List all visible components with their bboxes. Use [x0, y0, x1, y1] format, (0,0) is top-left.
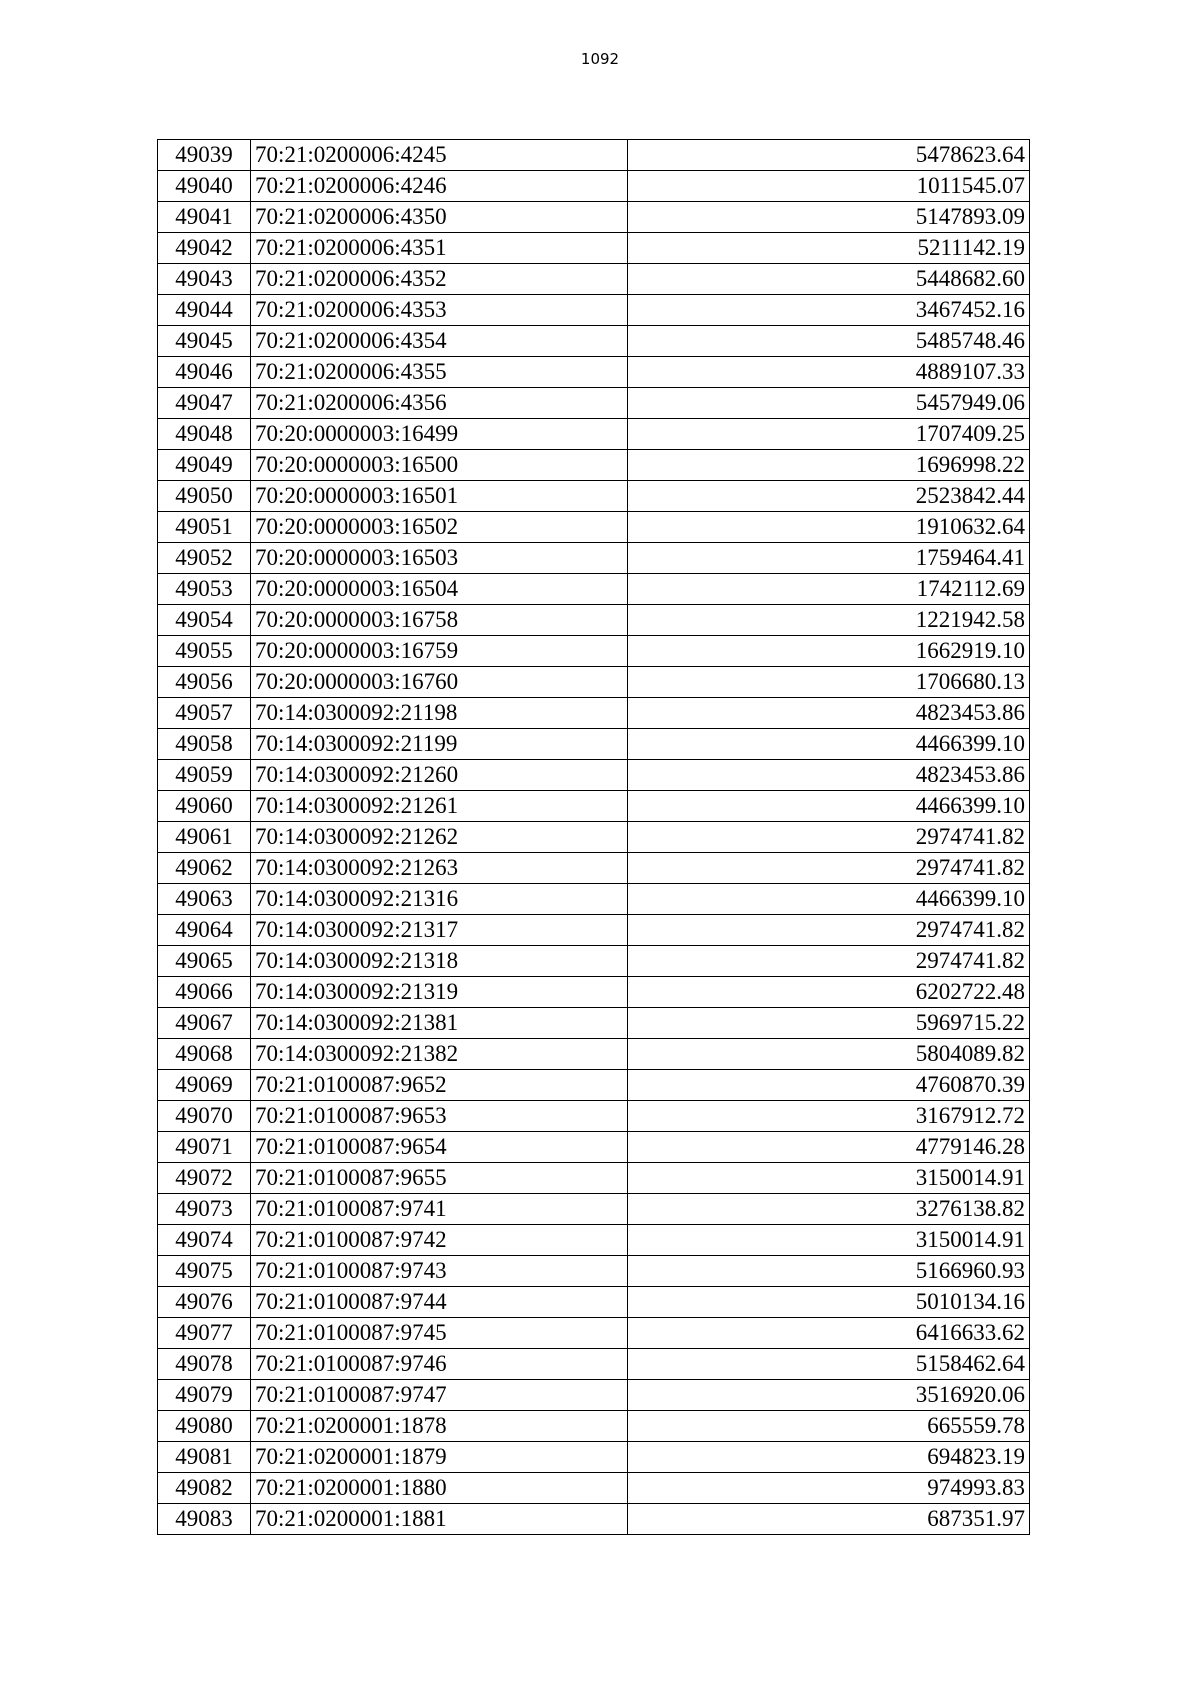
- table-row: [158, 698, 1030, 729]
- row-number-cell: 49046: [158, 357, 251, 388]
- row-number-cell: 49047: [158, 388, 251, 419]
- row-number-cell: 49063: [158, 884, 251, 915]
- cadastral-value-cell: 2974741.82: [628, 822, 1030, 853]
- table-row: [158, 264, 1030, 295]
- row-number-cell: 49081: [158, 1442, 251, 1473]
- row-number-cell: 49058: [158, 729, 251, 760]
- cadastral-value-cell: 3276138.82: [628, 1194, 1030, 1225]
- cadastral-number-cell: 70:21:0200006:4352: [251, 264, 628, 295]
- row-number-cell: 49080: [158, 1411, 251, 1442]
- table-row: [158, 1256, 1030, 1287]
- cadastral-number-cell: 70:21:0200006:4355: [251, 357, 628, 388]
- table-row: [158, 1318, 1030, 1349]
- cadastral-number-cell: 70:21:0100087:9747: [251, 1380, 628, 1411]
- cadastral-value-cell: 1910632.64: [628, 512, 1030, 543]
- cadastral-value-cell: 5166960.93: [628, 1256, 1030, 1287]
- cadastral-number-cell: 70:21:0100087:9745: [251, 1318, 628, 1349]
- cadastral-value-cell: 4466399.10: [628, 884, 1030, 915]
- row-number-cell: 49049: [158, 450, 251, 481]
- cadastral-value-cell: 3150014.91: [628, 1225, 1030, 1256]
- row-number-cell: 49078: [158, 1349, 251, 1380]
- table-row: [158, 357, 1030, 388]
- cadastral-value-cell: 2523842.44: [628, 481, 1030, 512]
- table-row: [158, 419, 1030, 450]
- table-row: [158, 388, 1030, 419]
- cadastral-value-cell: 4823453.86: [628, 760, 1030, 791]
- row-number-cell: 49083: [158, 1504, 251, 1535]
- table-row: [158, 915, 1030, 946]
- table-row: [158, 791, 1030, 822]
- cadastral-value-cell: 4760870.39: [628, 1070, 1030, 1101]
- table-row: [158, 202, 1030, 233]
- cadastral-number-cell: 70:14:0300092:21199: [251, 729, 628, 760]
- table-row: [158, 605, 1030, 636]
- cadastral-number-cell: 70:21:0100087:9655: [251, 1163, 628, 1194]
- table-row: [158, 1287, 1030, 1318]
- cadastral-number-cell: 70:21:0200001:1880: [251, 1473, 628, 1504]
- cadastral-number-cell: 70:21:0100087:9654: [251, 1132, 628, 1163]
- cadastral-value-cell: 4823453.86: [628, 698, 1030, 729]
- cadastral-number-cell: 70:14:0300092:21261: [251, 791, 628, 822]
- cadastral-value-cell: 1221942.58: [628, 605, 1030, 636]
- row-number-cell: 49039: [158, 140, 251, 171]
- cadastral-number-cell: 70:21:0100087:9743: [251, 1256, 628, 1287]
- cadastral-number-cell: 70:20:0000003:16499: [251, 419, 628, 450]
- row-number-cell: 49070: [158, 1101, 251, 1132]
- cadastral-number-cell: 70:21:0100087:9653: [251, 1101, 628, 1132]
- cadastral-value-cell: 3467452.16: [628, 295, 1030, 326]
- table-row: [158, 574, 1030, 605]
- cadastral-value-cell: 1662919.10: [628, 636, 1030, 667]
- row-number-cell: 49059: [158, 760, 251, 791]
- row-number-cell: 49048: [158, 419, 251, 450]
- table-row: [158, 884, 1030, 915]
- row-number-cell: 49074: [158, 1225, 251, 1256]
- cadastral-value-cell: 5448682.60: [628, 264, 1030, 295]
- row-number-cell: 49079: [158, 1380, 251, 1411]
- cadastral-value-cell: 1759464.41: [628, 543, 1030, 574]
- table-row: [158, 1008, 1030, 1039]
- cadastral-value-cell: 1706680.13: [628, 667, 1030, 698]
- cadastral-value-cell: 5211142.19: [628, 233, 1030, 264]
- cadastral-number-cell: 70:21:0200006:4356: [251, 388, 628, 419]
- table-row: [158, 1163, 1030, 1194]
- cadastral-value-cell: 4779146.28: [628, 1132, 1030, 1163]
- table-row: [158, 326, 1030, 357]
- table-row: [158, 946, 1030, 977]
- row-number-cell: 49042: [158, 233, 251, 264]
- row-number-cell: 49076: [158, 1287, 251, 1318]
- row-number-cell: 49053: [158, 574, 251, 605]
- cadastral-number-cell: 70:20:0000003:16759: [251, 636, 628, 667]
- table-body: [158, 140, 1030, 1535]
- row-number-cell: 49073: [158, 1194, 251, 1225]
- cadastral-number-cell: 70:14:0300092:21263: [251, 853, 628, 884]
- cadastral-number-cell: 70:20:0000003:16501: [251, 481, 628, 512]
- row-number-cell: 49050: [158, 481, 251, 512]
- cadastral-value-cell: 5010134.16: [628, 1287, 1030, 1318]
- row-number-cell: 49064: [158, 915, 251, 946]
- table-row: [158, 1411, 1030, 1442]
- cadastral-number-cell: 70:20:0000003:16760: [251, 667, 628, 698]
- cadastral-number-cell: 70:21:0200006:4245: [251, 140, 628, 171]
- cadastral-value-cell: 694823.19: [628, 1442, 1030, 1473]
- cadastral-number-cell: 70:20:0000003:16504: [251, 574, 628, 605]
- table-row: [158, 140, 1030, 171]
- row-number-cell: 49065: [158, 946, 251, 977]
- cadastral-number-cell: 70:21:0200006:4246: [251, 171, 628, 202]
- table-row: [158, 450, 1030, 481]
- cadastral-value-cell: 2974741.82: [628, 853, 1030, 884]
- cadastral-value-cell: 3167912.72: [628, 1101, 1030, 1132]
- cadastral-value-cell: 2974741.82: [628, 915, 1030, 946]
- row-number-cell: 49041: [158, 202, 251, 233]
- table-row: [158, 760, 1030, 791]
- cadastral-value-cell: 5969715.22: [628, 1008, 1030, 1039]
- row-number-cell: 49052: [158, 543, 251, 574]
- cadastral-value-cell: 6202722.48: [628, 977, 1030, 1008]
- cadastral-value-cell: 4466399.10: [628, 791, 1030, 822]
- cadastral-number-cell: 70:14:0300092:21316: [251, 884, 628, 915]
- table-row: [158, 481, 1030, 512]
- table-row: [158, 636, 1030, 667]
- cadastral-number-cell: 70:14:0300092:21319: [251, 977, 628, 1008]
- table-row: [158, 1349, 1030, 1380]
- cadastral-number-cell: 70:14:0300092:21260: [251, 760, 628, 791]
- table-row: [158, 1380, 1030, 1411]
- cadastral-number-cell: 70:20:0000003:16502: [251, 512, 628, 543]
- cadastral-value-cell: 1696998.22: [628, 450, 1030, 481]
- cadastral-value-cell: 5478623.64: [628, 140, 1030, 171]
- table-row: [158, 295, 1030, 326]
- table-row: [158, 1101, 1030, 1132]
- table-row: [158, 1225, 1030, 1256]
- cadastral-value-cell: 687351.97: [628, 1504, 1030, 1535]
- cadastral-number-cell: 70:21:0100087:9652: [251, 1070, 628, 1101]
- row-number-cell: 49057: [158, 698, 251, 729]
- row-number-cell: 49061: [158, 822, 251, 853]
- cadastral-value-cell: 1707409.25: [628, 419, 1030, 450]
- row-number-cell: 49071: [158, 1132, 251, 1163]
- cadastral-number-cell: 70:21:0200006:4350: [251, 202, 628, 233]
- cadastral-value-cell: 4889107.33: [628, 357, 1030, 388]
- row-number-cell: 49054: [158, 605, 251, 636]
- row-number-cell: 49066: [158, 977, 251, 1008]
- row-number-cell: 49045: [158, 326, 251, 357]
- cadastral-value-cell: 5485748.46: [628, 326, 1030, 357]
- table-row: [158, 171, 1030, 202]
- cadastral-value-cell: 1742112.69: [628, 574, 1030, 605]
- cadastral-value-cell: 974993.83: [628, 1473, 1030, 1504]
- cadastral-number-cell: 70:14:0300092:21317: [251, 915, 628, 946]
- cadastral-value-cell: 6416633.62: [628, 1318, 1030, 1349]
- table-row: [158, 1132, 1030, 1163]
- table-row: [158, 1070, 1030, 1101]
- table-row: [158, 1442, 1030, 1473]
- row-number-cell: 49067: [158, 1008, 251, 1039]
- table-row: [158, 822, 1030, 853]
- cadastral-value-cell: 5158462.64: [628, 1349, 1030, 1380]
- table-row: [158, 512, 1030, 543]
- row-number-cell: 49072: [158, 1163, 251, 1194]
- cadastral-number-cell: 70:21:0200006:4354: [251, 326, 628, 357]
- cadastral-number-cell: 70:21:0100087:9746: [251, 1349, 628, 1380]
- page-number: 1092: [580, 50, 620, 68]
- cadastral-number-cell: 70:20:0000003:16503: [251, 543, 628, 574]
- row-number-cell: 49055: [158, 636, 251, 667]
- row-number-cell: 49062: [158, 853, 251, 884]
- cadastral-value-cell: 5457949.06: [628, 388, 1030, 419]
- cadastral-value-cell: 5147893.09: [628, 202, 1030, 233]
- row-number-cell: 49043: [158, 264, 251, 295]
- table-row: [158, 853, 1030, 884]
- cadastral-number-cell: 70:20:0000003:16500: [251, 450, 628, 481]
- cadastral-number-cell: 70:21:0200006:4351: [251, 233, 628, 264]
- row-number-cell: 49082: [158, 1473, 251, 1504]
- row-number-cell: 49077: [158, 1318, 251, 1349]
- row-number-cell: 49068: [158, 1039, 251, 1070]
- row-number-cell: 49060: [158, 791, 251, 822]
- cadastral-value-cell: 665559.78: [628, 1411, 1030, 1442]
- cadastral-value-cell: 1011545.07: [628, 171, 1030, 202]
- cadastral-value-cell: 2974741.82: [628, 946, 1030, 977]
- cadastral-number-cell: 70:14:0300092:21382: [251, 1039, 628, 1070]
- cadastral-number-cell: 70:21:0100087:9741: [251, 1194, 628, 1225]
- table-row: [158, 667, 1030, 698]
- row-number-cell: 49040: [158, 171, 251, 202]
- table-row: [158, 977, 1030, 1008]
- row-number-cell: 49056: [158, 667, 251, 698]
- cadastral-number-cell: 70:21:0200001:1879: [251, 1442, 628, 1473]
- cadastral-number-cell: 70:20:0000003:16758: [251, 605, 628, 636]
- table-row: [158, 1473, 1030, 1504]
- row-number-cell: 49075: [158, 1256, 251, 1287]
- table-row: [158, 1194, 1030, 1225]
- cadastral-value-cell: 5804089.82: [628, 1039, 1030, 1070]
- row-number-cell: 49051: [158, 512, 251, 543]
- cadastral-value-table: [157, 139, 1030, 1535]
- table-row: [158, 1039, 1030, 1070]
- table-row: [158, 1504, 1030, 1535]
- row-number-cell: 49069: [158, 1070, 251, 1101]
- row-number-cell: 49044: [158, 295, 251, 326]
- cadastral-number-cell: 70:14:0300092:21381: [251, 1008, 628, 1039]
- table-row: [158, 233, 1030, 264]
- cadastral-value-cell: 3150014.91: [628, 1163, 1030, 1194]
- cadastral-number-cell: 70:21:0200001:1878: [251, 1411, 628, 1442]
- table-row: [158, 543, 1030, 574]
- cadastral-number-cell: 70:14:0300092:21198: [251, 698, 628, 729]
- table-row: [158, 729, 1030, 760]
- cadastral-number-cell: 70:21:0200006:4353: [251, 295, 628, 326]
- cadastral-number-cell: 70:21:0100087:9742: [251, 1225, 628, 1256]
- cadastral-number-cell: 70:14:0300092:21318: [251, 946, 628, 977]
- cadastral-value-cell: 4466399.10: [628, 729, 1030, 760]
- cadastral-number-cell: 70:21:0200001:1881: [251, 1504, 628, 1535]
- cadastral-value-cell: 3516920.06: [628, 1380, 1030, 1411]
- cadastral-number-cell: 70:21:0100087:9744: [251, 1287, 628, 1318]
- cadastral-number-cell: 70:14:0300092:21262: [251, 822, 628, 853]
